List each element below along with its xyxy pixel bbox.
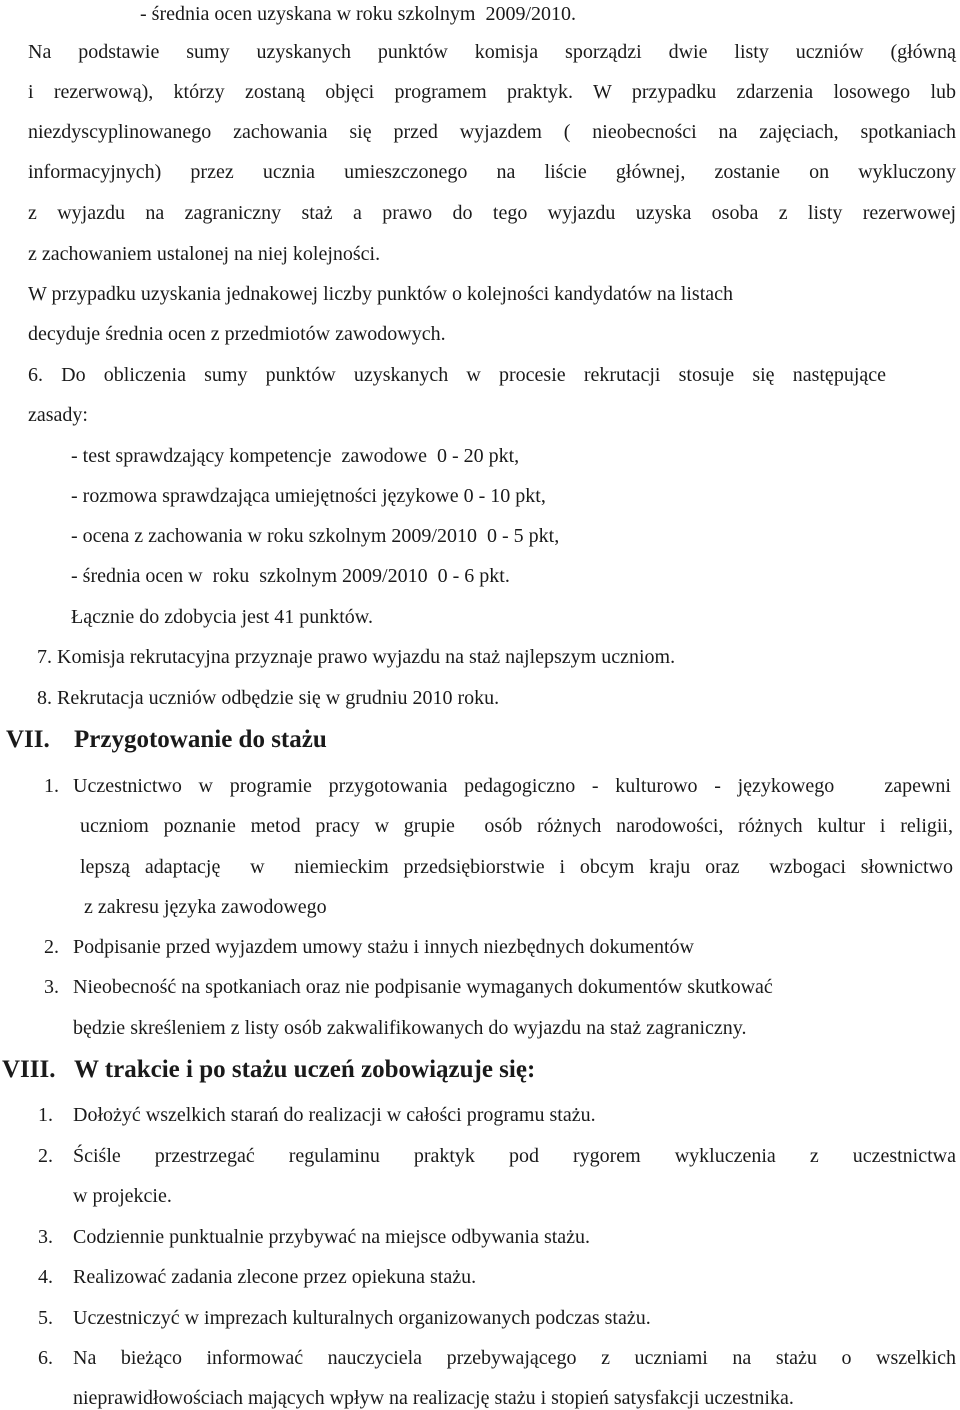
section-numeral: VIII.: [2, 1056, 56, 1083]
list-item-line: Uczestnictwo w programie przygotowania pedagogiczno - kulturowo - językowego zapewni: [73, 775, 951, 797]
list-number: 5.: [38, 1307, 53, 1329]
list-item-line: Realizować zadania zlecone przez opiekuna stażu.: [73, 1266, 477, 1288]
paragraph-line: i rezerwową), którzy zostaną objęci programem praktyk. W przypadku zdarzenia losowego lub: [28, 81, 956, 103]
list-item-line: Codziennie punktualnie przybywać na miejsce odbywania stażu.: [73, 1226, 591, 1248]
section-numeral: VII.: [6, 726, 50, 753]
paragraph-line: informacyjnych) przez ucznia umieszczonego na liście głównej, zostanie on wykluczony: [28, 161, 956, 183]
list-item-line: nieprawidłowościach mających wpływ na realizację stażu i stopień satysfakcji uczestnika.: [73, 1387, 794, 1409]
paragraph-line: W przypadku uzyskania jednakowej liczby punktów o kolejności kandydatów na listach: [28, 283, 733, 305]
paragraph-line: niezdyscyplinowanego zachowania się przed wyjazdem ( nieobecności na zajęciach, spotkaniach: [28, 121, 956, 143]
list-number: 2.: [38, 1145, 53, 1167]
paragraph-line: z zachowaniem ustalonej na niej kolejności.: [28, 243, 381, 265]
list-number: 3.: [44, 976, 59, 998]
list-item-line: Podpisanie przed wyjazdem umowy stażu i innych niezbędnych dokumentów: [73, 936, 694, 958]
paragraph-line: Na podstawie sumy uzyskanych punktów komisja sporządzi dwie listy uczniów (główną: [28, 41, 956, 63]
point-7: 7. Komisja rekrutacyjna przyznaje prawo wyjazdu na staż najlepszym uczniom.: [37, 646, 676, 668]
list-number: 4.: [38, 1266, 53, 1288]
list-number: 3.: [38, 1226, 53, 1248]
paragraph-line: 6. Do obliczenia sumy punktów uzyskanych w procesie rekrutacji stosuje się następujące: [28, 364, 886, 386]
list-item-line: Dołożyć wszelkich starań do realizacji w całości programu stażu.: [73, 1104, 596, 1126]
section-title: Przygotowanie do stażu: [74, 726, 327, 753]
total-points: Łącznie do zdobycia jest 41 punktów.: [71, 606, 373, 628]
criterion-line: - rozmowa sprawdzająca umiejętności językowe 0 - 10 pkt,: [71, 485, 546, 507]
point-8: 8. Rekrutacja uczniów odbędzie się w grudniu 2010 roku.: [37, 687, 500, 709]
list-item-line: uczniom poznanie metod pracy w grupie osób różnych narodowości, różnych kultur i religii,: [80, 815, 953, 837]
list-item-line: lepszą adaptację w niemieckim przedsiębiorstwie i obcym kraju oraz wzbogaci słownictwo: [80, 856, 953, 878]
paragraph-line: zasady:: [28, 404, 88, 426]
list-item-line: Nieobecność na spotkaniach oraz nie podpisanie wymaganych dokumentów skutkować: [73, 976, 773, 998]
list-item-line: będzie skreśleniem z listy osób zakwalifikowanych do wyjazdu na staż zagraniczny.: [73, 1017, 747, 1039]
section-title: W trakcie i po stażu uczeń zobowiązuje się:: [74, 1056, 536, 1083]
list-item-line: Uczestniczyć w imprezach kulturalnych organizowanych podczas stażu.: [73, 1307, 651, 1329]
paragraph-line: z wyjazdu na zagraniczny staż a prawo do tego wyjazdu uzyska osoba z listy rezerwowej: [28, 202, 956, 224]
list-item-line: Na bieżąco informować nauczyciela przebywającego z uczniami na stażu o wszelkich: [73, 1347, 956, 1369]
criterion-line: - średnia ocen w roku szkolnym 2009/2010 0 - 6 pkt.: [71, 565, 510, 587]
list-number: 6.: [38, 1347, 53, 1369]
criterion-line: - test sprawdzający kompetencje zawodowe 0 - 20 pkt,: [71, 445, 520, 467]
criterion-line: - ocena z zachowania w roku szkolnym 2009/2010 0 - 5 pkt,: [71, 525, 560, 547]
list-item-line: Ściśle przestrzegać regulaminu praktyk pod rygorem wykluczenia z uczestnictwa: [73, 1145, 956, 1167]
criterion-line: - średnia ocen uzyskana w roku szkolnym 2009/2010.: [140, 3, 577, 25]
list-number: 2.: [44, 936, 59, 958]
list-item-line: w projekcie.: [73, 1185, 172, 1207]
list-item-line: z zakresu języka zawodowego: [84, 896, 327, 918]
list-number: 1.: [44, 775, 59, 797]
paragraph-line: decyduje średnia ocen z przedmiotów zawodowych.: [28, 323, 446, 345]
list-number: 1.: [38, 1104, 53, 1126]
